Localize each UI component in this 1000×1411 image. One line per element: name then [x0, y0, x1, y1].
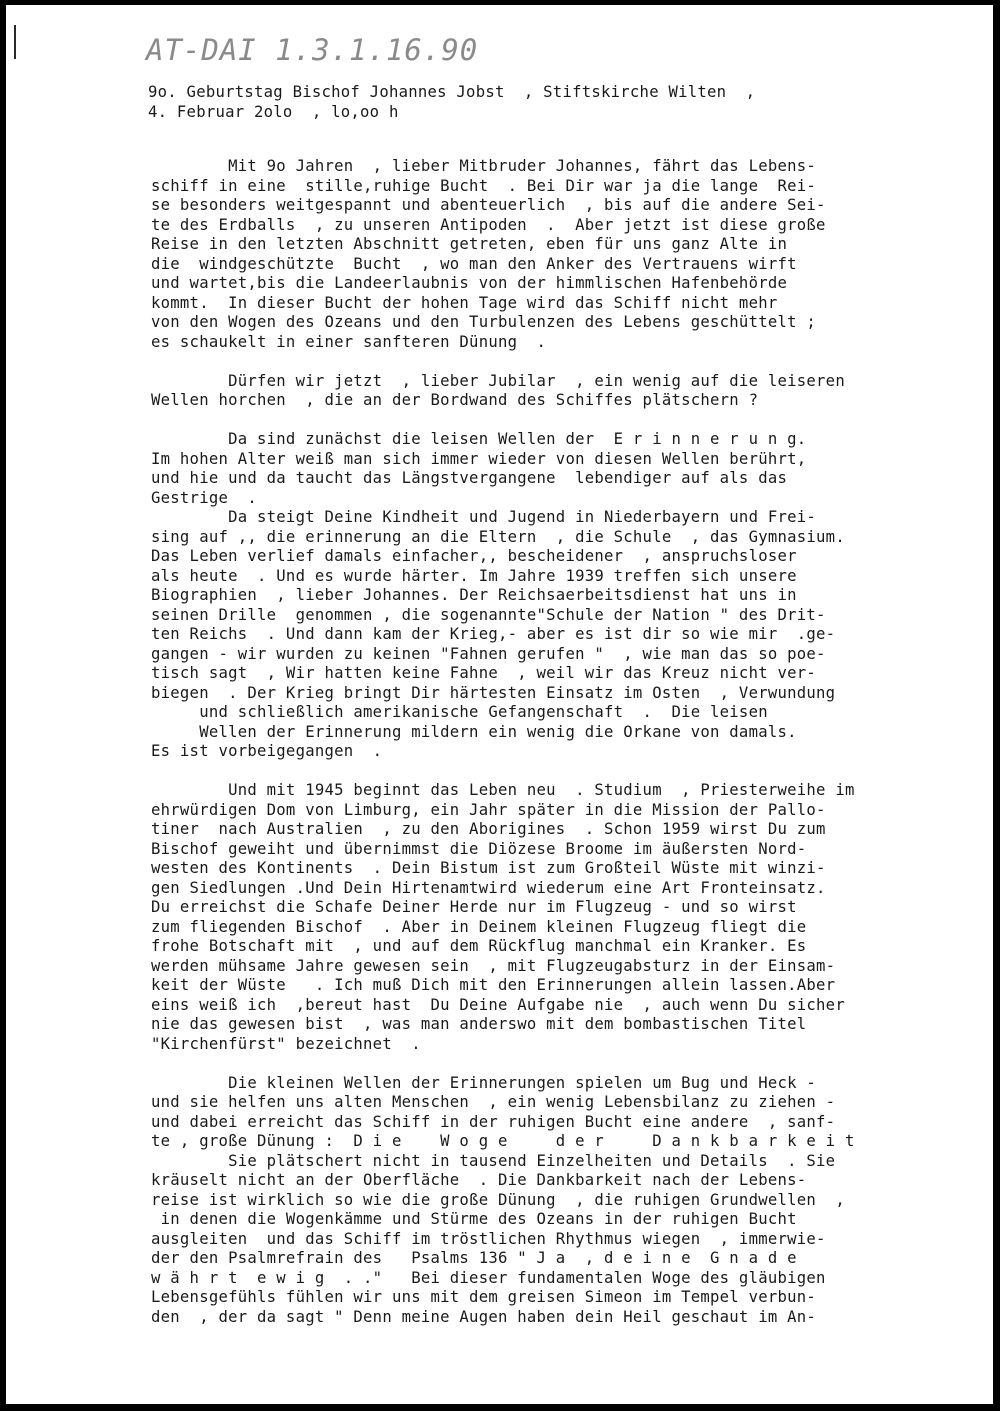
text-line: Biographien , lieber Johannes. Der Reichsaerbeitsdienst hat uns in	[151, 586, 797, 604]
text-line: "Kirchenfürst" bezeichnet .	[151, 1034, 421, 1053]
text-line: Du erreichst die Schafe Deiner Herde nur im Flugzeug - und so wirst	[151, 898, 797, 916]
text-line: Im hohen Alter weiß man sich immer wieder von diesen Wellen berührt,	[151, 449, 807, 468]
text-line: Und mit 1945 beginnt das Leben neu . Studium , Priesterweihe im	[151, 781, 855, 799]
text-line: te des Erdballs , zu unseren Antipoden . Aber jetzt ist diese große	[151, 215, 826, 234]
text-line: te , große Dünung : D i e W o g e d e r D a n k b a r k e i t	[151, 1132, 855, 1150]
text-line: sing auf ,, die erinnerung an die Eltern , die Schule , das Gymnasium.	[151, 527, 845, 546]
text-line: es schaukelt in einer sanfteren Dünung .	[151, 332, 547, 351]
text-line: Da steigt Deine Kindheit und Jugend in Niederbayern und Frei-	[151, 508, 817, 526]
text-line: zum fliegenden Bischof . Aber in Deinem kleinen Flugzeug fliegt die	[151, 917, 807, 936]
text-line: Wellen horchen , die an der Bordwand des Schiffes plätschern ?	[151, 391, 759, 409]
paragraph-gap	[151, 1054, 855, 1074]
text-line: Sie plätschert nicht in tausend Einzelheiten und Details . Sie	[151, 1151, 836, 1170]
document-page	[6, 5, 993, 1404]
text-line: den , der da sagt " Denn meine Augen haben dein Heil geschaut im An-	[151, 1307, 817, 1326]
text-line: westen des Kontinents . Dein Bistum ist zum Großteil Wüste mit winzi-	[151, 859, 826, 877]
text-line: werden mühsame Jahre gewesen sein , mit Flugzeugabsturz in der Einsam-	[151, 956, 836, 975]
text-line: Dürfen wir jetzt , lieber Jubilar , ein wenig auf die leiseren	[151, 371, 845, 390]
text-line: biegen . Der Krieg bringt Dir härtesten Einsatz im Osten , Verwundung	[151, 683, 836, 702]
scan-mark	[14, 25, 16, 59]
text-line: von den Wogen des Ozeans und den Turbulenzen des Lebens geschüttelt ;	[151, 313, 817, 331]
text-line: in denen die Wogenkämme und Stürme des Ozeans in der ruhigen Bucht	[151, 1210, 797, 1228]
paragraph-gap	[151, 411, 855, 431]
text-line: der den Psalmrefrain des Psalms 136 " J a , d e i n e G n a d e	[151, 1249, 797, 1267]
text-line: 4. Februar 2olo , lo,oo h	[148, 102, 399, 121]
text-line: als heute . Und es wurde härter. Im Jahre 1939 treffen sich unsere	[151, 566, 797, 585]
paragraph-gap	[151, 762, 855, 782]
archive-stamp: AT-DAI 1.3.1.16.90	[146, 33, 479, 67]
text-line: ausgleiten und das Schiff im tröstlichen Rhythmus wiegen , immerwie-	[151, 1229, 826, 1248]
text-line: und schließlich amerikanische Gefangenschaft . Die leisen	[151, 703, 768, 721]
text-line: gen Siedlungen .Und Dein Hirtenamtwird wiederum eine Art Fronteinsatz.	[151, 878, 826, 897]
text-line: tiner nach Australien , zu den Aborigines . Schon 1959 wirst Du zum	[151, 820, 826, 838]
text-line: schiff in eine stille,ruhige Bucht . Bei Dir war ja die lange Rei-	[151, 176, 817, 195]
text-line: frohe Botschaft mit , und auf dem Rückflug manchmal ein Kranker. Es	[151, 937, 807, 955]
text-line: keit der Wüste . Ich muß Dich mit den Erinnerungen allein lassen.Aber	[151, 976, 836, 994]
text-line: kräuselt nicht an der Oberfläche . Die Dankbarkeit nach der Lebens-	[151, 1171, 807, 1189]
text-line: ten Reichs . Und dann kam der Krieg,- aber es ist dir so wie mir .ge-	[151, 625, 836, 643]
text-line: Gestrige .	[151, 488, 258, 507]
text-line: Wellen der Erinnerung mildern ein wenig die Orkane von damals.	[151, 722, 797, 741]
text-line: reise ist wirklich so wie die große Dünung , die ruhigen Grundwellen ,	[151, 1190, 845, 1209]
document-body	[151, 157, 855, 1327]
text-line: Die kleinen Wellen der Erinnerungen spielen um Bug und Heck -	[151, 1073, 817, 1092]
paragraph-gap	[151, 352, 855, 372]
text-line: Bischof geweiht und übernimmst die Diözese Broome im äußersten Nord-	[151, 839, 807, 858]
text-line: eins weiß ich ,bereut hast Du Deine Aufgabe nie , auch wenn Du sicher	[151, 995, 845, 1014]
text-line: nie das gewesen bist , was man anderswo mit dem bombastischen Titel	[151, 1015, 807, 1033]
text-line: Reise in den letzten Abschnitt getreten, eben für uns ganz Alte in	[151, 235, 788, 253]
text-line: ehrwürdigen Dom von Limburg, ein Jahr später in die Mission der Pallo-	[151, 800, 826, 819]
text-line: kommt. In dieser Bucht der hohen Tage wird das Schiff nicht mehr	[151, 293, 778, 312]
text-line: Lebensgefühls fühlen wir uns mit dem greisen Simeon im Tempel verbun-	[151, 1288, 817, 1306]
text-line: gangen - wir wurden zu keinen "Fahnen gerufen " , wie man das so poe-	[151, 644, 826, 663]
text-line: Mit 9o Jahren , lieber Mitbruder Johannes, fährt das Lebens-	[151, 157, 817, 175]
text-line: Das Leben verlief damals einfacher,, bescheidener , anspruchsloser	[151, 547, 797, 565]
text-line: und sie helfen uns alten Menschen , ein wenig Lebensbilanz zu ziehen -	[151, 1093, 836, 1111]
text-line: Da sind zunächst die leisen Wellen der E r i n n e r u n g.	[151, 430, 807, 448]
text-line: w ä h r t e w i g . ." Bei dieser fundamentalen Woge des gläubigen	[151, 1268, 826, 1287]
text-line: die windgeschützte Bucht , wo man den Anker des Vertrauens wirft	[151, 254, 797, 273]
text-line: 9o. Geburtstag Bischof Johannes Jobst , Stiftskirche Wilten ,	[148, 83, 756, 101]
document-header	[148, 83, 755, 122]
text-line: seinen Drille genommen , die sogenannte"Schule der Nation " des Drit-	[151, 605, 826, 624]
text-line: und dabei erreicht das Schiff in der ruhigen Bucht eine andere , sanf-	[151, 1112, 836, 1131]
text-line: und wartet,bis die Landeerlaubnis von der himmlischen Hafenbehörde	[151, 274, 788, 292]
text-line: tisch sagt , Wir hatten keine Fahne , weil wir das Kreuz nicht ver-	[151, 664, 817, 682]
text-line: Es ist vorbeigegangen .	[151, 742, 383, 760]
text-line: und hie und da taucht das Längstvergangene lebendiger auf als das	[151, 469, 788, 487]
text-line: se besonders weitgespannt und abenteuerlich , bis auf die andere Sei-	[151, 196, 826, 214]
